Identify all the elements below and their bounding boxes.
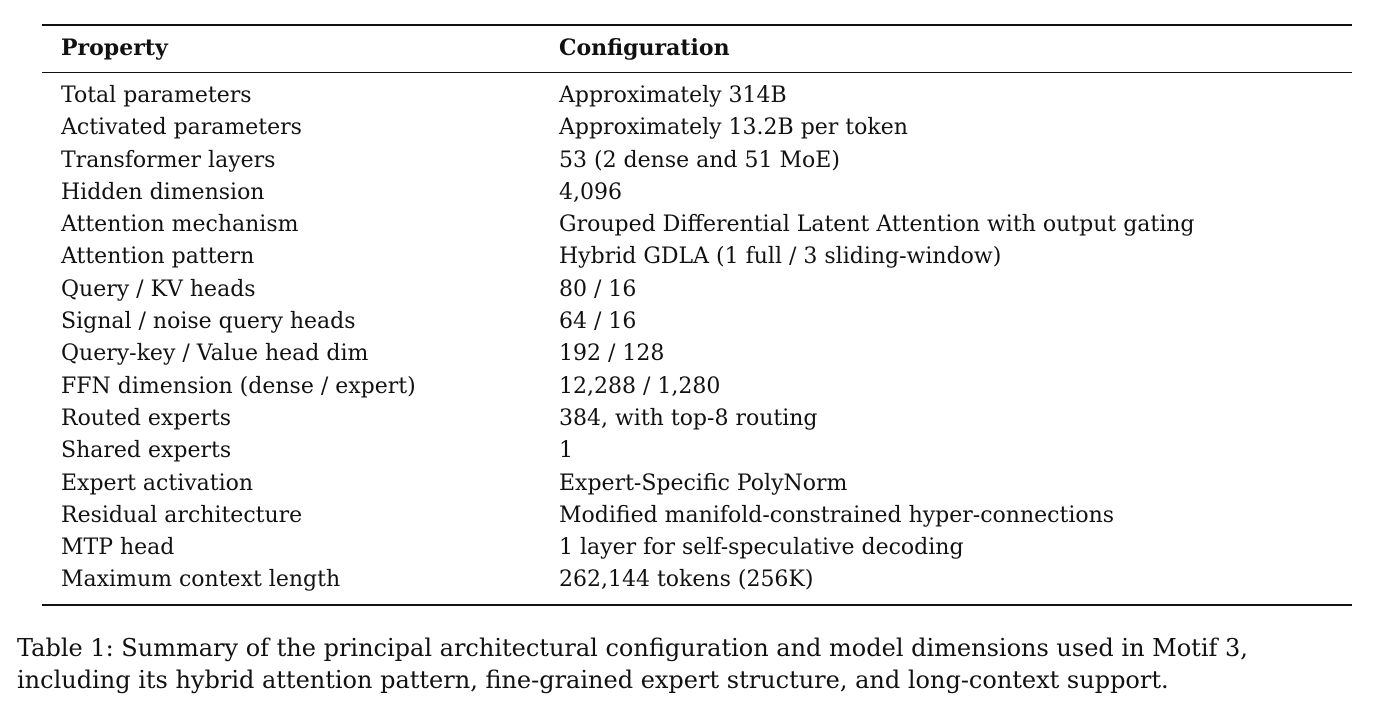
table-row: [0, 564, 1396, 596]
table-row: [0, 532, 1396, 564]
table-body: [0, 80, 1396, 597]
property-cell: Signal / noise query heads: [61, 309, 356, 335]
table-top-rule: [42, 24, 1352, 26]
configuration-cell: 262,144 tokens (256K): [559, 567, 814, 593]
configuration-cell: 64 / 16: [559, 309, 637, 335]
configuration-cell: Expert-Specific PolyNorm: [559, 470, 848, 496]
caption-line-2: including its hybrid attention pattern, fine-grained expert structure, and long-context support.: [17, 666, 1169, 694]
property-cell: Query-key / Value head dim: [61, 341, 369, 367]
table-row: [0, 306, 1396, 338]
property-cell: Transformer layers: [61, 147, 276, 173]
configuration-cell: Approximately 13.2B per token: [559, 115, 908, 141]
header-property: Property: [61, 35, 168, 61]
property-cell: MTP head: [61, 535, 175, 561]
table-row: [0, 112, 1396, 144]
table-row: [0, 403, 1396, 435]
table-row: [0, 468, 1396, 500]
configuration-cell: 1: [559, 438, 573, 464]
table-row: [0, 371, 1396, 403]
property-cell: Hidden dimension: [61, 179, 265, 205]
configuration-cell: Modified manifold-constrained hyper-connections: [559, 502, 1115, 528]
property-cell: Total parameters: [61, 83, 252, 108]
table-row: [0, 80, 1396, 112]
property-cell: Shared experts: [61, 438, 232, 464]
table-row: [0, 500, 1396, 532]
property-cell: Attention mechanism: [61, 212, 299, 238]
table-row: [0, 209, 1396, 241]
property-cell: Expert activation: [61, 470, 254, 496]
configuration-cell: Hybrid GDLA (1 full / 3 sliding-window): [559, 244, 1002, 270]
property-cell: Maximum context length: [61, 567, 341, 593]
configuration-cell: 384, with top-8 routing: [559, 405, 818, 431]
header-configuration: Configuration: [559, 35, 730, 61]
table-row: [0, 274, 1396, 306]
configuration-cell: Grouped Differential Latent Attention with output gating: [559, 212, 1195, 238]
table-row: [0, 435, 1396, 467]
caption-line-1: Table 1: Summary of the principal architectural configuration and model dimensions used in Motif 3,: [17, 634, 1248, 662]
configuration-cell: 12,288 / 1,280: [559, 373, 721, 399]
property-cell: FFN dimension (dense / expert): [61, 373, 416, 399]
table-bottom-rule: [42, 604, 1352, 606]
table-caption: [17, 632, 1392, 696]
table-header-rule: [42, 72, 1352, 73]
property-cell: Attention pattern: [61, 244, 255, 270]
configuration-cell: 1 layer for self-speculative decoding: [559, 535, 964, 561]
configuration-cell: 80 / 16: [559, 276, 637, 302]
property-cell: Residual architecture: [61, 502, 303, 528]
table-row: [0, 145, 1396, 177]
table-row: [0, 338, 1396, 370]
configuration-cell: 192 / 128: [559, 341, 665, 367]
property-cell: Activated parameters: [61, 115, 302, 141]
property-cell: Query / KV heads: [61, 276, 256, 302]
configuration-cell: 4,096: [559, 179, 622, 205]
table-row: [0, 241, 1396, 273]
table-row: [0, 177, 1396, 209]
property-cell: Routed experts: [61, 405, 232, 431]
configuration-cell: 53 (2 dense and 51 MoE): [559, 147, 840, 173]
configuration-cell: Approximately 314B: [559, 83, 787, 108]
